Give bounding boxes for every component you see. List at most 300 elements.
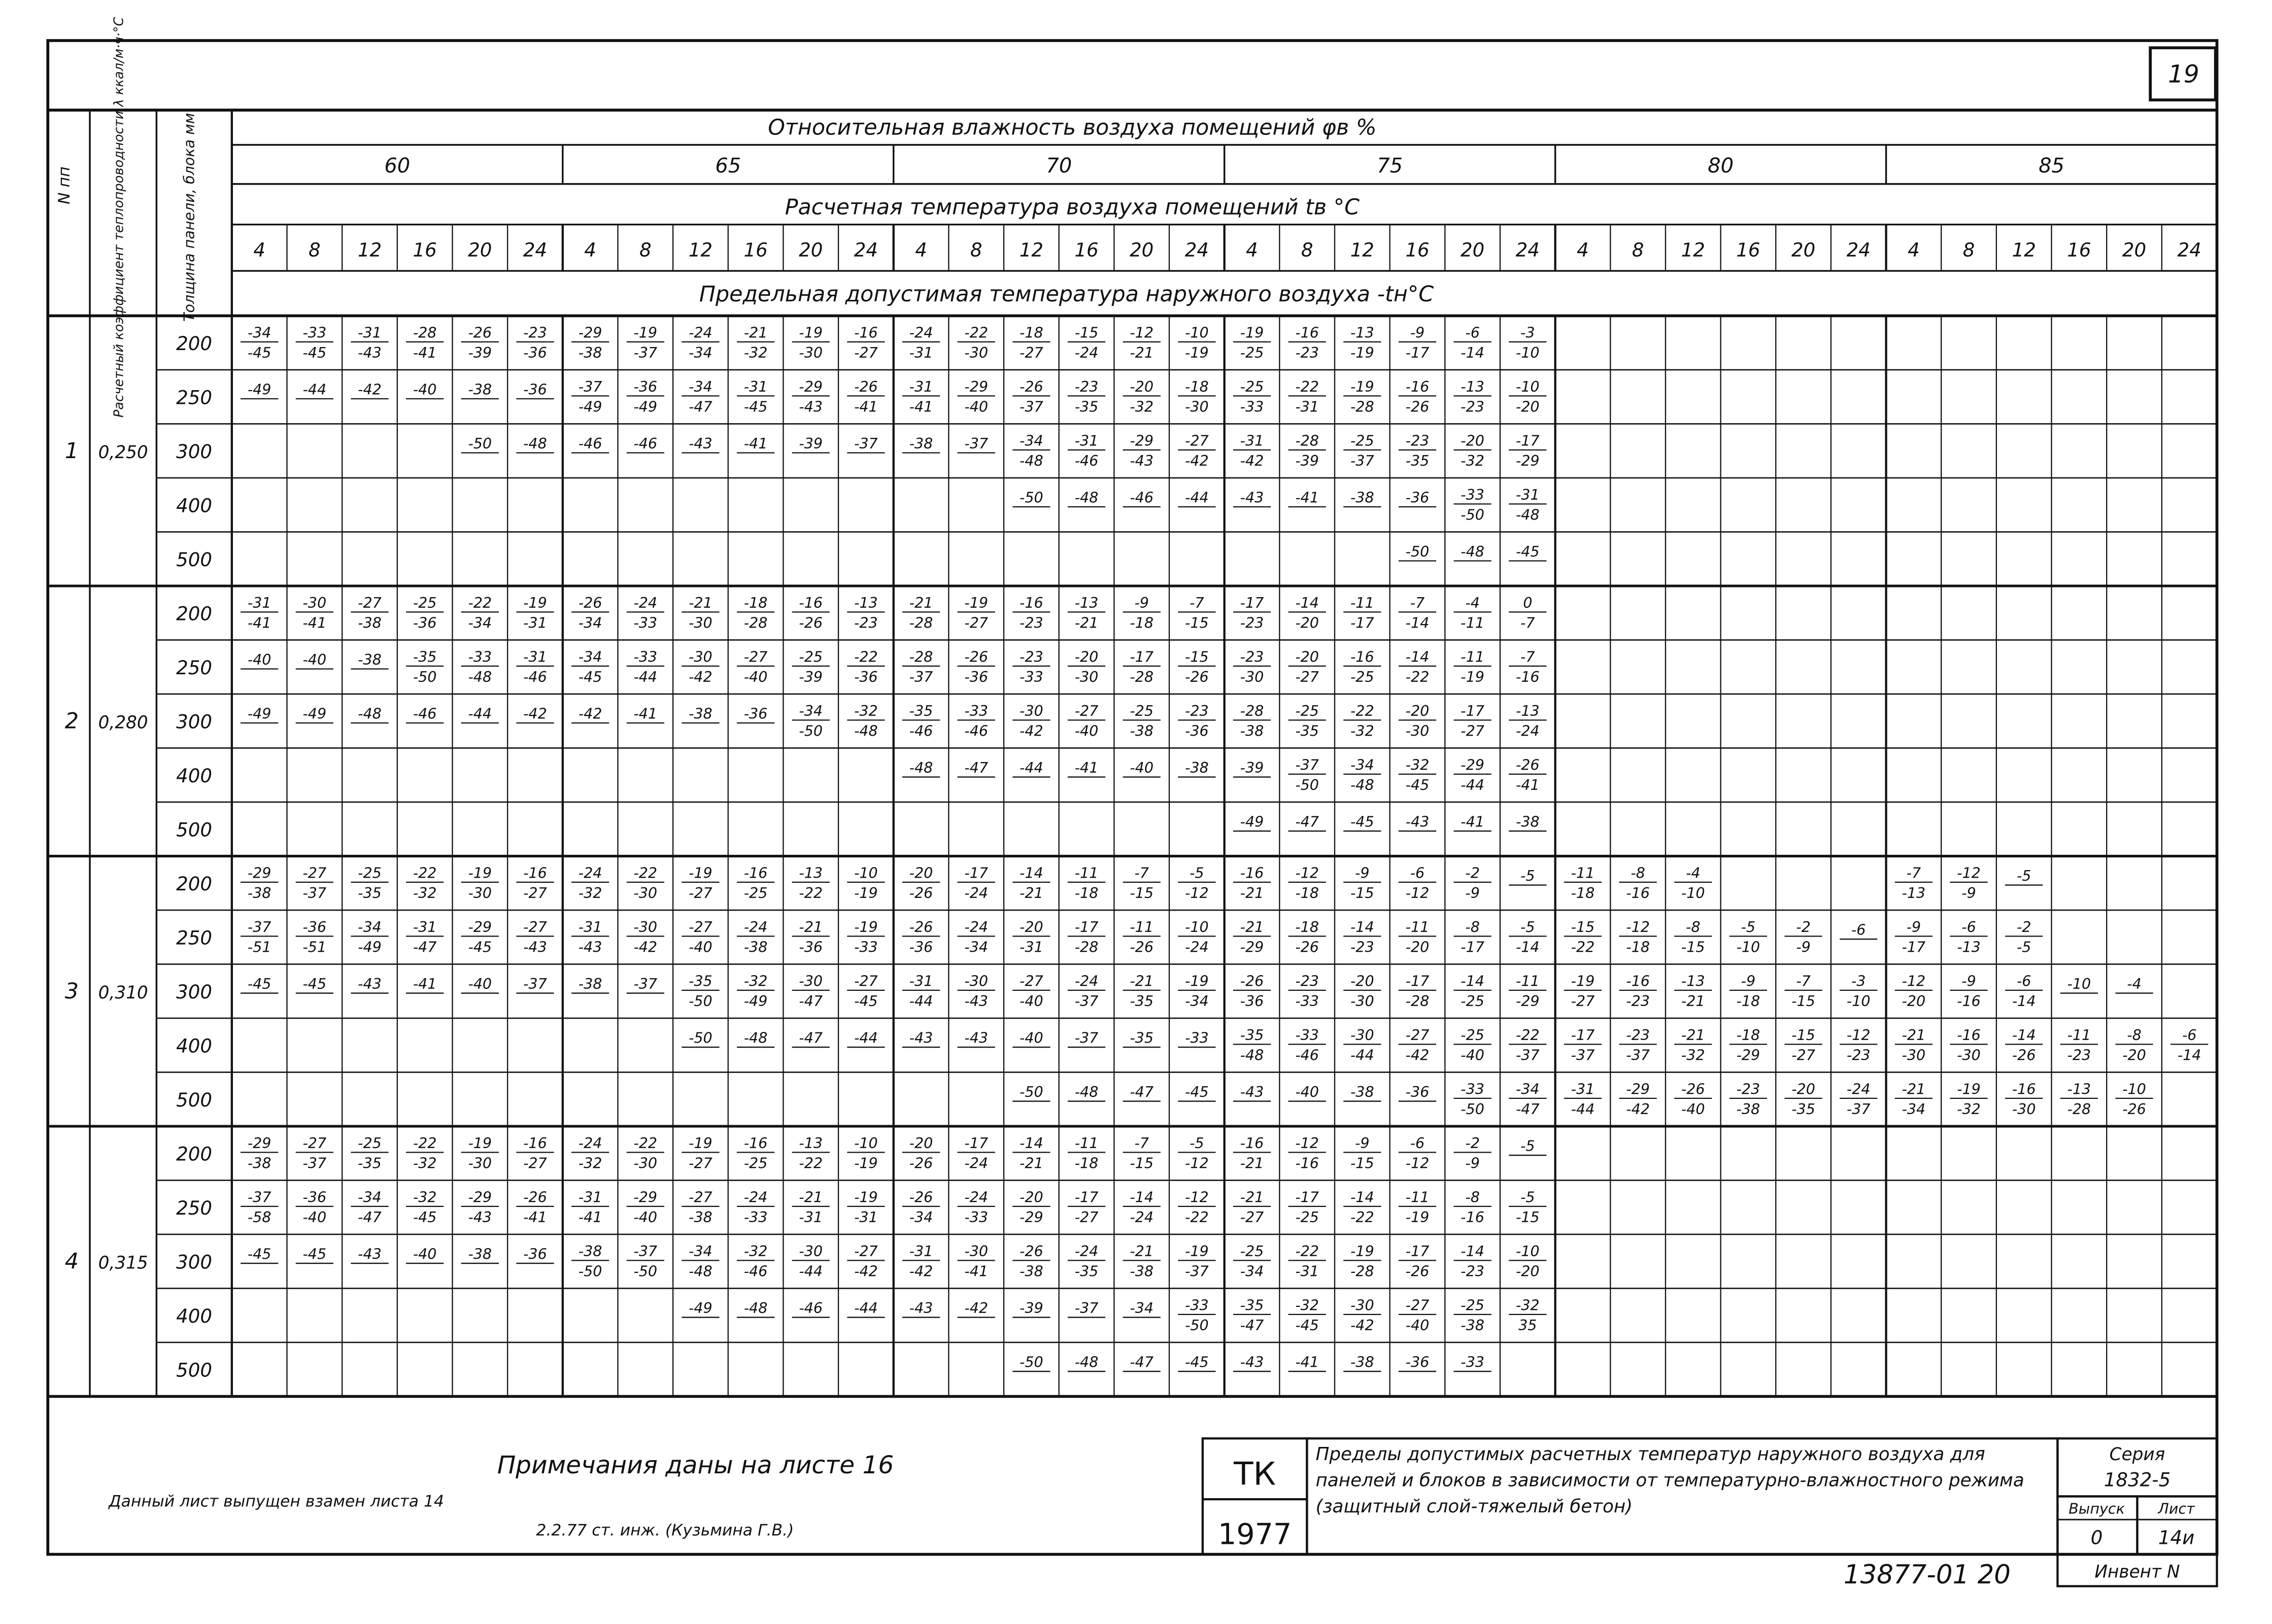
cell-value-upper: -17 — [1240, 594, 1264, 611]
cell-value: -35 — [1130, 1029, 1154, 1047]
cell-value-lower: -10 — [1681, 884, 1705, 902]
cell-value-upper: -5 — [1190, 1134, 1204, 1152]
t-value: 4 — [1246, 239, 1258, 261]
cell-value-lower: -40 — [689, 938, 713, 956]
cell-value-upper: -19 — [468, 864, 492, 882]
cell-value-lower: -49 — [578, 398, 602, 416]
seria-label: Серия — [2109, 1444, 2165, 1465]
cell-value-lower: -50 — [578, 1262, 602, 1280]
cell-value-lower: -37 — [1185, 1262, 1209, 1280]
cell-value: -43 — [689, 434, 713, 452]
cell-value-upper: -21 — [1240, 1188, 1264, 1206]
cell-value: -49 — [1240, 813, 1264, 831]
cell-value-upper: -31 — [358, 324, 382, 341]
cell-value-lower: -21 — [1074, 614, 1099, 632]
cell-value-upper: -23 — [1626, 1026, 1650, 1044]
cell-value-lower: -20 — [1405, 938, 1430, 956]
cell-value-lower: -21 — [1020, 1154, 1043, 1172]
t-value: 20 — [1461, 239, 1485, 261]
cell-value-upper: -10 — [1185, 918, 1209, 936]
cell-value-upper: -27 — [1405, 1026, 1430, 1044]
cell-value-upper: -28 — [909, 648, 933, 666]
cell-value: -42 — [523, 705, 547, 722]
cell-value-lower: -30 — [468, 1154, 492, 1172]
cell-value: -48 — [743, 1299, 768, 1317]
cell-value-lower: -20 — [1295, 614, 1319, 632]
cell-value-lower: -21 — [1240, 884, 1264, 902]
t-value: 20 — [468, 239, 492, 261]
cell-value-upper: -3 — [1851, 972, 1866, 990]
cell-value-lower: -30 — [964, 344, 989, 362]
cell-value-upper: -25 — [1461, 1026, 1484, 1044]
cell-value-upper: -17 — [1461, 702, 1484, 719]
cell-value-upper: -24 — [578, 864, 602, 882]
cell-value-lower: -19 — [1461, 668, 1484, 686]
cell-value-lower: -37 — [909, 668, 933, 686]
group-coefficient: 0,315 — [98, 1253, 148, 1273]
cell-value-upper: -35 — [689, 972, 713, 990]
cell-value-lower: -37 — [1350, 452, 1374, 470]
cell-value: -38 — [689, 705, 713, 722]
cell-value-upper: -6 — [1410, 864, 1425, 882]
t-value: 4 — [584, 239, 596, 261]
cell-value-upper: -22 — [633, 864, 658, 882]
cell-value-lower: -25 — [743, 884, 768, 902]
cell-value: -38 — [1350, 489, 1374, 506]
cell-value-upper: -31 — [909, 972, 933, 990]
cell-value: -40 — [302, 650, 327, 668]
page-number: 19 — [2167, 60, 2199, 89]
cell-value-upper: -16 — [1020, 594, 1043, 611]
t-value: 8 — [1632, 239, 1644, 261]
cell-value-lower: -43 — [358, 344, 382, 362]
cell-value-upper: -13 — [854, 594, 878, 611]
t-value: 12 — [1681, 239, 1705, 261]
group-coefficient: 0,310 — [98, 982, 148, 1003]
cell-value: -43 — [1240, 1353, 1264, 1371]
cell-value: -47 — [799, 1029, 823, 1047]
cell-value-lower: -36 — [909, 938, 933, 956]
cell-value-lower: -40 — [302, 1208, 327, 1226]
t-value: 4 — [253, 239, 265, 261]
cell-value-lower: -34 — [1240, 1262, 1264, 1280]
cell-value-lower: -38 — [247, 884, 272, 902]
cell-value: -44 — [302, 381, 327, 398]
thickness-value: 250 — [176, 927, 213, 949]
cell-value-lower: -12 — [1185, 884, 1209, 902]
cell-value-upper: -37 — [578, 377, 602, 395]
cell-value-lower: -50 — [413, 668, 437, 686]
cell-value: -41 — [1074, 758, 1099, 776]
cell-value-lower: -42 — [1626, 1100, 1650, 1118]
cell-value-upper: -33 — [468, 648, 492, 666]
cell-value-upper: -11 — [1461, 648, 1484, 666]
cell-value-upper: -27 — [302, 1134, 327, 1152]
cell-value-lower: -35 — [1074, 1262, 1099, 1280]
cell-value-upper: -11 — [1130, 918, 1154, 936]
cell-value-lower: -20 — [2122, 1046, 2146, 1064]
cell-value-lower: -39 — [1295, 452, 1319, 470]
thickness-value: 300 — [176, 981, 213, 1003]
cell-value-lower: -34 — [909, 1208, 933, 1226]
t-value: 12 — [2012, 239, 2036, 261]
cell-value-upper: -12 — [1846, 1026, 1871, 1044]
thickness-value: 250 — [176, 1197, 213, 1219]
cell-value-lower: -9 — [1465, 884, 1480, 902]
cell-value-upper: -27 — [854, 1242, 878, 1260]
cell-value-lower: -35 — [1074, 398, 1099, 416]
t-value: 24 — [1515, 239, 1540, 261]
cell-value-upper: -37 — [633, 1242, 658, 1260]
cell-value-lower: -43 — [523, 938, 547, 956]
cell-value-upper: -13 — [2067, 1080, 2091, 1098]
cell-value-lower: -49 — [358, 938, 382, 956]
cell-value-lower: -9 — [1465, 1154, 1480, 1172]
cell-value-upper: -30 — [799, 1242, 823, 1260]
cell-value-upper: -8 — [1465, 918, 1480, 936]
cell-value-lower: -41 — [854, 398, 878, 416]
cell-value-upper: -31 — [1571, 1080, 1595, 1098]
cell-value: -49 — [302, 705, 327, 722]
cell-value-upper: -10 — [1515, 1242, 1540, 1260]
cell-value: -39 — [799, 434, 823, 452]
cell-value-lower: -33 — [1295, 992, 1319, 1010]
cell-value-upper: -19 — [523, 594, 547, 611]
cell-value: -36 — [523, 1245, 547, 1263]
cell-value-upper: -17 — [1405, 972, 1430, 990]
thickness-value: 250 — [176, 656, 213, 679]
cell-value-upper: -34 — [689, 1242, 713, 1260]
cell-value-lower: -27 — [1295, 668, 1319, 686]
cell-value: -37 — [854, 434, 878, 452]
cell-value-lower: -50 — [1461, 1100, 1484, 1118]
cell-value: -39 — [1020, 1299, 1043, 1317]
cell-value-upper: -27 — [523, 918, 547, 936]
cell-value-lower: -18 — [1130, 614, 1154, 632]
cell-value-upper: -19 — [799, 324, 823, 341]
cell-value-lower: -33 — [964, 1208, 989, 1226]
cell-value-lower: -24 — [1130, 1208, 1154, 1226]
cell-value-lower: -24 — [1074, 344, 1099, 362]
cell-value-lower: -50 — [1185, 1317, 1209, 1334]
cell-value-lower: -42 — [689, 668, 713, 686]
cell-value-lower: -25 — [1240, 344, 1264, 362]
cell-value-upper: -21 — [799, 1188, 823, 1206]
cell-value: -33 — [1461, 1353, 1484, 1371]
cell-value-upper: -33 — [1461, 486, 1484, 503]
cell-value-lower: -27 — [964, 614, 989, 632]
cell-value-lower: -27 — [1791, 1046, 1815, 1064]
cell-value-upper: -5 — [1520, 918, 1535, 936]
t-value: 4 — [1908, 239, 1920, 261]
cell-value-upper: -28 — [1295, 432, 1319, 450]
cell-value-lower: -7 — [1520, 614, 1535, 632]
cell-value-upper: -33 — [964, 702, 989, 719]
cell-value: -38 — [358, 650, 382, 668]
cell-value-lower: -9 — [1961, 884, 1976, 902]
cell-value-lower: -44 — [1571, 1100, 1595, 1118]
cell-value-upper: -19 — [468, 1134, 492, 1152]
cell-value-upper: -19 — [1571, 972, 1595, 990]
cell-value-upper: -20 — [1350, 972, 1374, 990]
cell-value-upper: -11 — [1405, 918, 1430, 936]
cell-value: -38 — [468, 381, 492, 398]
cell-value-lower: -28 — [1350, 398, 1374, 416]
cell-value-upper: -35 — [1240, 1026, 1264, 1044]
cell-value: -37 — [633, 975, 658, 992]
cell-value-upper: -29 — [633, 1188, 658, 1206]
cell-value-lower: -12 — [1185, 1154, 1209, 1172]
cell-value-upper: -14 — [1461, 972, 1484, 990]
cell-value-upper: -10 — [1515, 377, 1540, 395]
cell-value-upper: -7 — [1410, 594, 1425, 611]
cell-value-upper: -31 — [578, 918, 602, 936]
cell-value-upper: -26 — [468, 324, 492, 341]
cell-value-lower: -38 — [1461, 1317, 1484, 1334]
cell-value-lower: -40 — [1681, 1100, 1705, 1118]
cell-value-lower: -43 — [799, 398, 823, 416]
cell-value-lower: -32 — [578, 1154, 602, 1172]
cell-value-lower: -29 — [1515, 992, 1540, 1010]
cell-value: -44 — [854, 1029, 878, 1047]
cell-value-upper: -5 — [1520, 1188, 1535, 1206]
cell-value-lower: -32 — [413, 884, 437, 902]
cell-value-lower: -42 — [633, 938, 658, 956]
cell-value-lower: -47 — [358, 1208, 382, 1226]
cell-value-upper: -23 — [523, 324, 547, 341]
cell-value-upper: -26 — [1515, 756, 1540, 774]
cell-value-lower: -45 — [1295, 1317, 1319, 1334]
cell-value: -49 — [247, 381, 272, 398]
cell-value-lower: -27 — [1461, 722, 1484, 740]
cell-value-upper: -25 — [1350, 432, 1374, 450]
t-value: 16 — [2067, 239, 2091, 261]
cell-value-lower: -19 — [854, 1154, 878, 1172]
cell-value-upper: -34 — [689, 377, 713, 395]
thickness-value: 300 — [176, 1251, 213, 1273]
group-coefficient: 0,250 — [98, 442, 148, 463]
cell-value-lower: -45 — [1405, 776, 1430, 794]
cell-value-upper: -34 — [1350, 756, 1374, 774]
cell-value: -50 — [468, 434, 492, 452]
cell-value-lower: -42 — [1020, 722, 1043, 740]
cell-value-upper: -20 — [909, 864, 933, 882]
cell-value-lower: -40 — [1020, 992, 1043, 1010]
cell-value-lower: -38 — [743, 938, 768, 956]
cell-value-lower: -23 — [1295, 344, 1319, 362]
cell-value-lower: -18 — [1626, 938, 1650, 956]
cell-value-lower: -47 — [689, 398, 713, 416]
cell-value-lower: -18 — [1736, 992, 1760, 1010]
cell-value-upper: -17 — [1074, 1188, 1099, 1206]
t-value: 16 — [1736, 239, 1760, 261]
cell-value-upper: -36 — [302, 1188, 327, 1206]
cell-value-upper: -21 — [1681, 1026, 1705, 1044]
cell-value-lower: -12 — [1405, 884, 1430, 902]
cell-value-upper: -21 — [799, 918, 823, 936]
cell-value-lower: -23 — [1846, 1046, 1871, 1064]
cell-value: -43 — [1405, 813, 1430, 831]
cell-value-upper: -6 — [2182, 1026, 2197, 1044]
t-value: 4 — [1577, 239, 1589, 261]
cell-value-lower: -42 — [1185, 452, 1209, 470]
cell-value-lower: -39 — [799, 668, 823, 686]
col-n-header: N пп — [55, 166, 74, 204]
cell-value: -49 — [689, 1299, 713, 1317]
cell-value-lower: -29 — [1736, 1046, 1760, 1064]
cell-value-lower: -41 — [1515, 776, 1540, 794]
cell-value: -49 — [247, 705, 272, 722]
t-value: 20 — [799, 239, 823, 261]
t-value: 16 — [413, 239, 437, 261]
cell-value-upper: -4 — [1686, 864, 1701, 882]
cell-value-upper: -6 — [1465, 324, 1480, 341]
t-value: 16 — [1405, 239, 1430, 261]
cell-value-upper: -12 — [1185, 1188, 1209, 1206]
cell-value-upper: -31 — [1515, 486, 1540, 503]
cell-value-upper: -36 — [633, 377, 658, 395]
cell-value-upper: -7 — [1134, 1134, 1149, 1152]
cell-value-upper: -16 — [1626, 972, 1650, 990]
cell-value: -48 — [909, 758, 933, 776]
cell-value-lower: -32 — [578, 884, 602, 902]
thickness-value: 400 — [176, 1305, 213, 1327]
cell-value-lower: -27 — [689, 1154, 713, 1172]
cell-value-upper: -22 — [413, 1134, 437, 1152]
t-value: 20 — [1130, 239, 1154, 261]
cell-value-upper: -21 — [743, 324, 768, 341]
cell-value-upper: -19 — [1185, 1242, 1209, 1260]
thickness-value: 300 — [176, 440, 213, 463]
cell-value-upper: -20 — [1020, 1188, 1043, 1206]
cell-value-lower: -13 — [1902, 884, 1926, 902]
cell-value-upper: -24 — [689, 324, 713, 341]
rh-title: Относительная влажность воздуха помещений φв % — [768, 115, 1377, 141]
cell-value-lower: -34 — [578, 614, 602, 632]
cell-value-lower: -10 — [1515, 344, 1540, 362]
cell-value-upper: -23 — [1020, 648, 1043, 666]
cell-value-upper: -22 — [413, 864, 437, 882]
cell-value-upper: -10 — [854, 864, 878, 882]
cell-value-lower: -44 — [633, 668, 658, 686]
cell-value-lower: -23 — [2067, 1046, 2091, 1064]
cell-value-lower: -34 — [964, 938, 989, 956]
cell-value-upper: -26 — [523, 1188, 547, 1206]
rh-value: 60 — [384, 154, 411, 178]
cell-value-upper: -34 — [1515, 1080, 1540, 1098]
cell-value-upper: -27 — [1185, 432, 1209, 450]
cell-value-upper: -9 — [1741, 972, 1756, 990]
cell-value-upper: -10 — [1185, 324, 1209, 341]
cell-value-upper: -32 — [1405, 756, 1430, 774]
cell-value-upper: -27 — [689, 918, 713, 936]
cell-value-upper: -17 — [1074, 918, 1099, 936]
cell-value-lower: -31 — [1295, 1262, 1319, 1280]
cell-value-upper: -34 — [247, 324, 272, 341]
cell-value-lower: -40 — [964, 398, 989, 416]
cell-value-upper: -32 — [1295, 1296, 1319, 1314]
cell-value-lower: -38 — [1130, 1262, 1154, 1280]
cell-value-upper: -5 — [1741, 918, 1756, 936]
cell-value-upper: -34 — [799, 702, 823, 719]
cell-value: -36 — [1405, 1353, 1430, 1371]
cell-value-upper: -23 — [1736, 1080, 1760, 1098]
cell-value: -33 — [1185, 1029, 1209, 1047]
cell-value-lower: -38 — [578, 344, 602, 362]
t-value: 24 — [1184, 239, 1209, 261]
cell-value-lower: -32 — [1957, 1100, 1981, 1118]
cell-value-lower: -37 — [1074, 992, 1099, 1010]
cell-value-upper: -29 — [247, 1134, 272, 1152]
cell-value-lower: -30 — [1405, 722, 1430, 740]
cell-value-lower: -46 — [909, 722, 933, 740]
cell-value-upper: -16 — [1240, 1134, 1264, 1152]
cell-value: -42 — [358, 381, 382, 398]
cell-value-upper: -14 — [1130, 1188, 1154, 1206]
group-number: 4 — [64, 1249, 79, 1274]
cell-value-lower: -47 — [413, 938, 437, 956]
cell-value-upper: -24 — [743, 918, 768, 936]
cell-value-lower: -32 — [1130, 398, 1154, 416]
cell-value-lower: -23 — [1461, 1262, 1484, 1280]
cell-value-lower: -38 — [1020, 1262, 1043, 1280]
cell-value-lower: -30 — [468, 884, 492, 902]
cell-value-upper: -9 — [1355, 1134, 1370, 1152]
cell-value-lower: -37 — [302, 884, 327, 902]
cell-value-lower: -37 — [1846, 1100, 1871, 1118]
cell-value-lower: -51 — [247, 938, 272, 956]
cell-value-upper: -17 — [1295, 1188, 1319, 1206]
cell-value-upper: -4 — [1465, 594, 1480, 611]
cell-value-lower: -33 — [633, 614, 658, 632]
cell-value-lower: -16 — [1957, 992, 1981, 1010]
cell-value-lower: -47 — [1515, 1100, 1540, 1118]
cell-value-upper: -37 — [1295, 756, 1319, 774]
cell-value: -48 — [1074, 489, 1099, 506]
cell-value-lower: -44 — [799, 1262, 823, 1280]
cell-value-lower: -45 — [468, 938, 492, 956]
cell-value-upper: -12 — [1295, 864, 1319, 882]
cell-value-upper: -31 — [247, 594, 272, 611]
cell-value-lower: -19 — [854, 884, 878, 902]
cell-value-upper: -21 — [1130, 1242, 1154, 1260]
cell-value-upper: -20 — [1461, 432, 1484, 450]
cell-value-lower: -26 — [2122, 1100, 2146, 1118]
cell-value-lower: -29 — [1240, 938, 1264, 956]
cell-value-upper: -9 — [1961, 972, 1976, 990]
cell-value-upper: -33 — [1185, 1296, 1209, 1314]
cell-value-upper: -9 — [1134, 594, 1149, 611]
cell-value-lower: -50 — [1295, 776, 1319, 794]
cell-value-upper: -30 — [1350, 1026, 1374, 1044]
cell-value-upper: -26 — [909, 1188, 933, 1206]
t-value: 8 — [1962, 239, 1975, 261]
cell-value: -37 — [964, 434, 989, 452]
cell-value-lower: -42 — [909, 1262, 933, 1280]
cell-value-upper: -6 — [1410, 1134, 1425, 1152]
cell-value-lower: -28 — [1350, 1262, 1374, 1280]
cell-value-upper: -24 — [578, 1134, 602, 1152]
limit-title: Предельная допустимая температура наружного воздуха -tн°C — [699, 281, 1434, 307]
cell-value-lower: -32 — [743, 344, 768, 362]
cell-value-lower: -20 — [1902, 992, 1926, 1010]
cell-value-upper: -11 — [1405, 1188, 1430, 1206]
cell-value-lower: -40 — [1074, 722, 1099, 740]
cell-value-upper: -19 — [854, 1188, 878, 1206]
sheet-title: Пределы допустимых расчетных температур наружного воздуха для панелей и блоков в зависимости от температурно-влажностного режима (защитный слой-тяжелый бетон) — [1315, 1442, 2024, 1517]
cell-value: -43 — [964, 1029, 989, 1047]
cell-value-lower: -36 — [1185, 722, 1209, 740]
